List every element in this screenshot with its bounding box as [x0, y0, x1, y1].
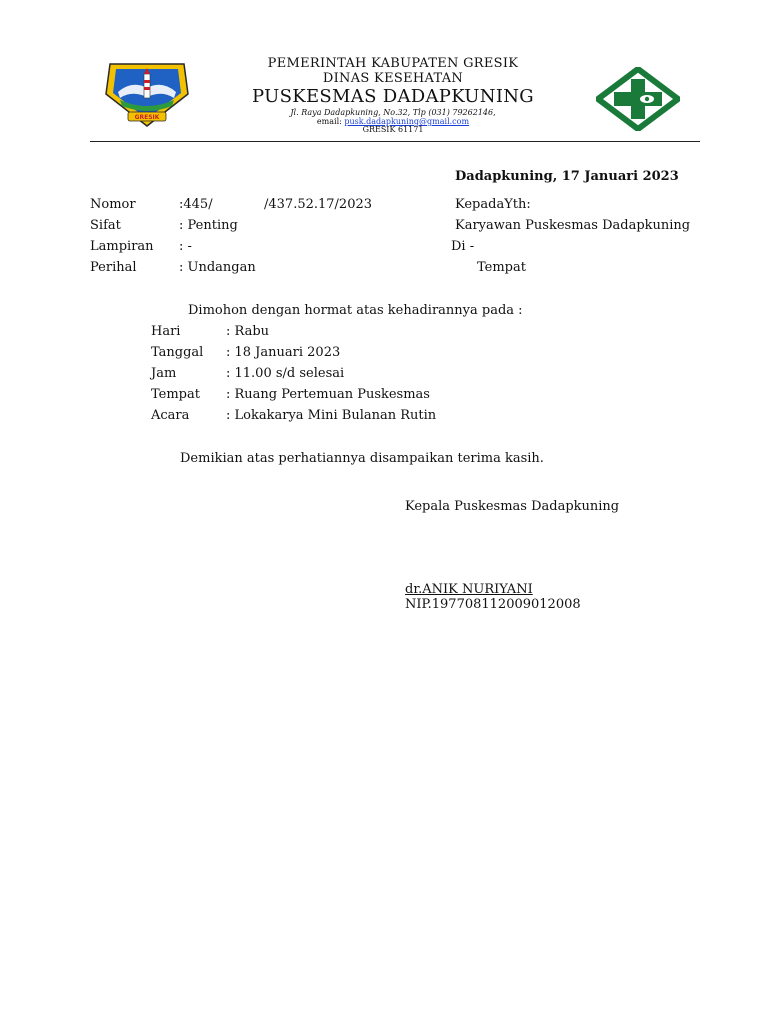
signer-nip: NIP.197708112009012008: [405, 597, 581, 612]
meta-value-sifat: : Penting: [179, 218, 238, 233]
meta-value-nomor: :445/: [179, 197, 213, 212]
header-divider: [90, 141, 700, 142]
intro-text: Dimohon dengan hormat atas kehadirannya pada :: [188, 303, 523, 318]
meta-value-perihal: : Undangan: [179, 260, 256, 275]
recipient-place: Tempat: [477, 260, 526, 275]
closing-text: Demikian atas perhatiannya disampaikan terima kasih.: [180, 451, 544, 466]
puskesmas-logo: [596, 67, 680, 131]
recipient-greeting: KepadaYth:: [455, 197, 531, 212]
detail-value-hari: : Rabu: [226, 324, 270, 339]
gresik-emblem-logo: [102, 60, 192, 128]
email-label: email:: [316, 117, 342, 126]
detail-label-jam: Jam: [151, 366, 177, 381]
puskesmas-title: PUSKESMAS DADAPKUNING: [252, 86, 534, 107]
meta-label-perihal: Perihal: [90, 260, 137, 275]
meta-value-nomor-suffix: /437.52.17/2023: [264, 197, 373, 212]
detail-label-tempat: Tempat: [151, 387, 200, 402]
place-date: Dadapkuning, 17 Januari 2023: [455, 169, 679, 184]
signer-name: dr.ANIK NURIYANI: [405, 582, 533, 597]
recipient-name: Karyawan Puskesmas Dadapkuning: [455, 218, 691, 233]
meta-label-lampiran: Lampiran: [90, 239, 154, 254]
detail-label-tanggal: Tanggal: [151, 345, 204, 360]
detail-label-acara: Acara: [151, 408, 190, 423]
meta-label-nomor: Nomor: [90, 197, 136, 212]
address-line: Jl. Raya Dadapkuning, No.32, Tlp (031) 79262146,: [290, 108, 496, 117]
detail-value-tanggal: : 18 Januari 2023: [226, 345, 341, 360]
signer-title: Kepala Puskesmas Dadapkuning: [405, 499, 620, 514]
meta-value-lampiran: : -: [179, 239, 192, 254]
detail-value-tempat: : Ruang Pertemuan Puskesmas: [226, 387, 430, 402]
gov-line-1: PEMERINTAH KABUPATEN GRESIK: [267, 56, 519, 71]
email-link[interactable]: pusk.dadapkuning@gmail.com: [344, 117, 470, 126]
gov-line-2: DINAS KESEHATAN: [322, 71, 464, 86]
recipient-di: Di -: [451, 239, 475, 254]
meta-label-sifat: Sifat: [90, 218, 121, 233]
detail-value-jam: : 11.00 s/d selesai: [226, 366, 345, 381]
detail-label-hari: Hari: [151, 324, 181, 339]
gresik-logo-label: GRESIK: [134, 114, 160, 121]
detail-value-acara: : Lokakarya Mini Bulanan Rutin: [226, 408, 437, 423]
city-line: GRESIK 61171: [362, 125, 424, 134]
